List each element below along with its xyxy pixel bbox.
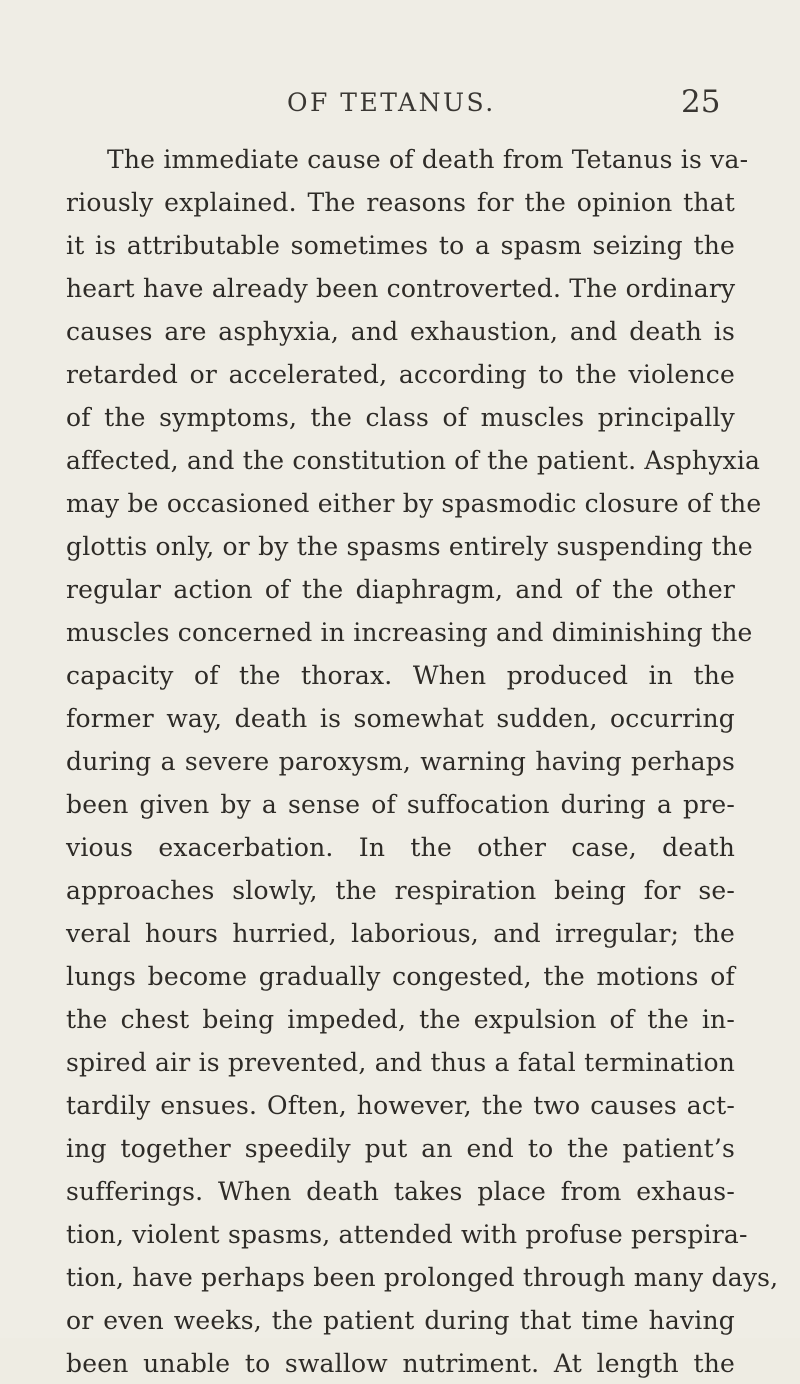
text-line: The immediate cause of death from Tetanus is va- bbox=[107, 145, 749, 174]
text-line: causes are asphyxia, and exhaustion, and death is bbox=[66, 317, 735, 346]
text-line: during a severe paroxysm, warning having perhaps bbox=[66, 747, 735, 776]
text-line: former way, death is somewhat sudden, occurring bbox=[66, 704, 735, 733]
page-number: 25 bbox=[681, 84, 721, 120]
text-line: muscles concerned in increasing and diminishing the bbox=[66, 618, 753, 647]
running-head bbox=[0, 84, 800, 120]
text-line: spired air is prevented, and thus a fatal termination bbox=[66, 1048, 735, 1077]
text-line: heart have already been controverted. The ordinary bbox=[66, 274, 736, 303]
text-line: tion, have perhaps been prolonged through many days, bbox=[66, 1263, 779, 1292]
text-line: approaches slowly, the respiration being for se- bbox=[66, 876, 735, 905]
running-title: OF TETANUS. bbox=[287, 88, 496, 117]
text-line: affected, and the constitution of the patient. Asphyxia bbox=[66, 446, 761, 475]
text-line: been given by a sense of suffocation during a pre- bbox=[66, 790, 735, 819]
text-line: capacity of the thorax. When produced in the bbox=[66, 661, 735, 690]
text-line: vious exacerbation. In the other case, death bbox=[66, 833, 735, 862]
text-line: tardily ensues. Often, however, the two causes act- bbox=[66, 1091, 735, 1120]
text-line: retarded or accelerated, according to the violence bbox=[66, 360, 735, 389]
text-line: lungs become gradually congested, the motions of bbox=[66, 962, 735, 991]
text-line: ing together speedily put an end to the patient’s bbox=[66, 1134, 735, 1163]
text-line: of the symptoms, the class of muscles principally bbox=[66, 403, 735, 432]
text-line: sufferings. When death takes place from exhaus- bbox=[66, 1177, 735, 1206]
text-line: it is attributable sometimes to a spasm seizing the bbox=[66, 231, 735, 260]
text-line: the chest being impeded, the expulsion of the in- bbox=[66, 1005, 735, 1034]
text-line: or even weeks, the patient during that time having bbox=[66, 1306, 735, 1335]
text-line: tion, violent spasms, attended with profuse perspira- bbox=[66, 1220, 748, 1249]
text-line: glottis only, or by the spasms entirely suspending the bbox=[66, 532, 753, 561]
text-line: regular action of the diaphragm, and of the other bbox=[66, 575, 735, 604]
text-line: veral hours hurried, laborious, and irregular; the bbox=[66, 919, 735, 948]
text-line: may be occasioned either by spasmodic closure of the bbox=[66, 489, 762, 518]
text-line: been unable to swallow nutriment. At length the bbox=[66, 1349, 735, 1378]
text-line: riously explained. The reasons for the opinion that bbox=[66, 188, 735, 217]
